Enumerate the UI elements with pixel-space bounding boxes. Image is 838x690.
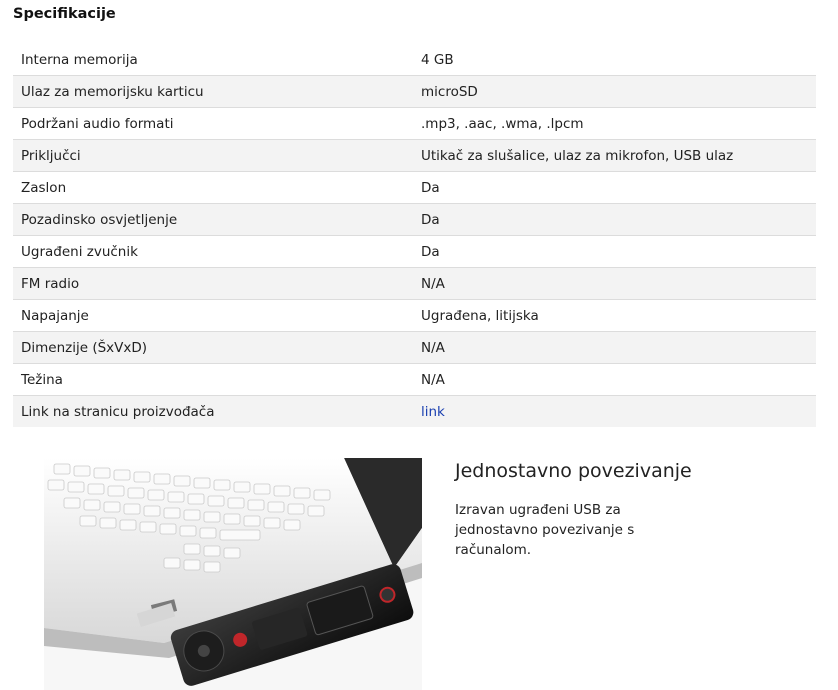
spec-value: Utikač za slušalice, ulaz za mikrofon, USB ulaz <box>413 140 816 172</box>
spec-label: Ulaz za memorijsku karticu <box>13 76 413 108</box>
spec-table <box>13 44 816 427</box>
table-row <box>13 268 816 300</box>
spec-label: Ugrađeni zvučnik <box>13 236 413 268</box>
spec-label: Težina <box>13 364 413 396</box>
spec-label: Dimenzije (ŠxVxD) <box>13 332 413 364</box>
feature-description: Izravan ugrađeni USB za jednostavno povezivanje s računalom. <box>455 502 635 558</box>
spec-value: Ugrađena, litijska <box>413 300 816 332</box>
section-title: Specifikacije <box>13 6 116 22</box>
table-row <box>13 44 816 76</box>
spec-value: N/A <box>413 268 816 300</box>
spec-value: microSD <box>413 76 816 108</box>
product-image <box>44 458 422 690</box>
table-row <box>13 140 816 172</box>
spec-label: FM radio <box>13 268 413 300</box>
feature-title: Jednostavno povezivanje <box>455 460 692 482</box>
spec-value: Da <box>413 204 816 236</box>
spec-value: N/A <box>413 332 816 364</box>
table-row <box>13 76 816 108</box>
table-row <box>13 236 816 268</box>
spec-label: Priključci <box>13 140 413 172</box>
spec-value: .mp3, .aac, .wma, .lpcm <box>413 108 816 140</box>
spec-label: Napajanje <box>13 300 413 332</box>
spec-label: Link na stranicu proizvođača <box>13 396 413 428</box>
table-row <box>13 300 816 332</box>
table-row <box>13 108 816 140</box>
table-row <box>13 332 816 364</box>
spec-value-cell <box>413 396 816 428</box>
spec-label: Interna memorija <box>21 51 138 68</box>
spec-value: Da <box>413 172 816 204</box>
spec-value: Da <box>413 236 816 268</box>
spec-label: Pozadinsko osvjetljenje <box>13 204 413 236</box>
manufacturer-link[interactable]: link <box>421 403 445 420</box>
table-row <box>13 364 816 396</box>
table-row <box>13 204 816 236</box>
spec-label: Zaslon <box>13 172 413 204</box>
spec-value: 4 GB <box>421 51 454 68</box>
table-row <box>13 172 816 204</box>
spec-label: Podržani audio formati <box>13 108 413 140</box>
table-row <box>13 396 816 428</box>
spec-value: N/A <box>413 364 816 396</box>
